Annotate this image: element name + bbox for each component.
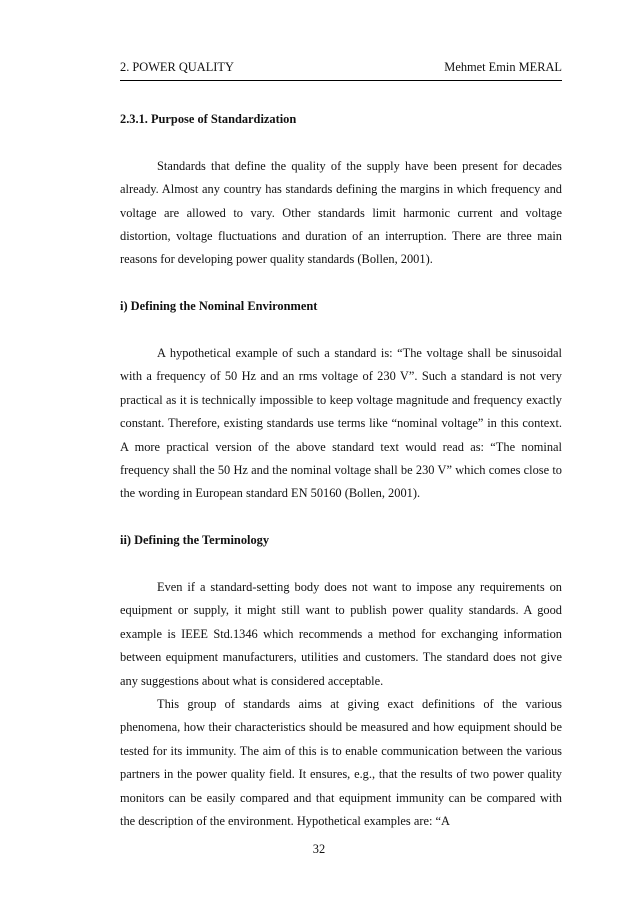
section-title-terminology: ii) Defining the Terminology bbox=[120, 533, 270, 548]
page-body bbox=[120, 108, 562, 833]
page-number: 32 bbox=[312, 842, 326, 856]
paragraph-nominal-environment: A hypothetical example of such a standard is: “The voltage shall be sinusoidal with a frequency of 50 Hz and an rms voltage of 230 V”. Such a standard is not very practical as it is technically impossible to keep voltage magnitude and frequency exactly constant. Therefore, existing standards use terms like “nominal voltage” in this context. A more practical version of the above standard text would read as: “The nominal frequency shall the 50 Hz and the nominal voltage shall be 230 V” which comes close to the wording in European standard EN 50160 (Bollen, 2001). bbox=[120, 345, 562, 501]
paragraph-terminology-1: Even if a standard-setting body does not want to impose any requirements on equipment or supply, it might still want to publish power quality standards. A good example is IEEE Std.1346 which recommends a method for exchanging information between equipment manufacturers, utilities and customers. The standard does not give any suggestions about what is considered acceptable. bbox=[120, 580, 562, 688]
section-title-purpose: 2.3.1. Purpose of Standardization bbox=[120, 112, 297, 126]
paragraph-purpose: Standards that define the quality of the supply have been present for decades already. Almost any country has standards defining the margins in which frequency and voltage are allowed to vary. Other standards limit harmonic current and voltage distortion, voltage fluctuations and duration of an interruption. There are three main reasons for developing power quality standards (Bollen, 2001). bbox=[120, 158, 562, 267]
header-author: Mehmet Emin MERAL bbox=[444, 60, 562, 74]
header-chapter: 2. POWER QUALITY bbox=[120, 60, 234, 74]
section-title-nominal-environment: i) Defining the Nominal Environment bbox=[120, 299, 318, 314]
running-header bbox=[120, 60, 562, 81]
paragraph-terminology-2: This group of standards aims at giving exact definitions of the various phenomena, how their characteristics should be measured and how equipment should be tested for its immunity. The aim of this is to enable communication between the various partners in the power quality field. It ensures, e.g., that the results of two power quality monitors can be easily compared and that equipment immunity can be compared with the description of the environment. Hypothetical examples are: “A bbox=[120, 697, 562, 829]
